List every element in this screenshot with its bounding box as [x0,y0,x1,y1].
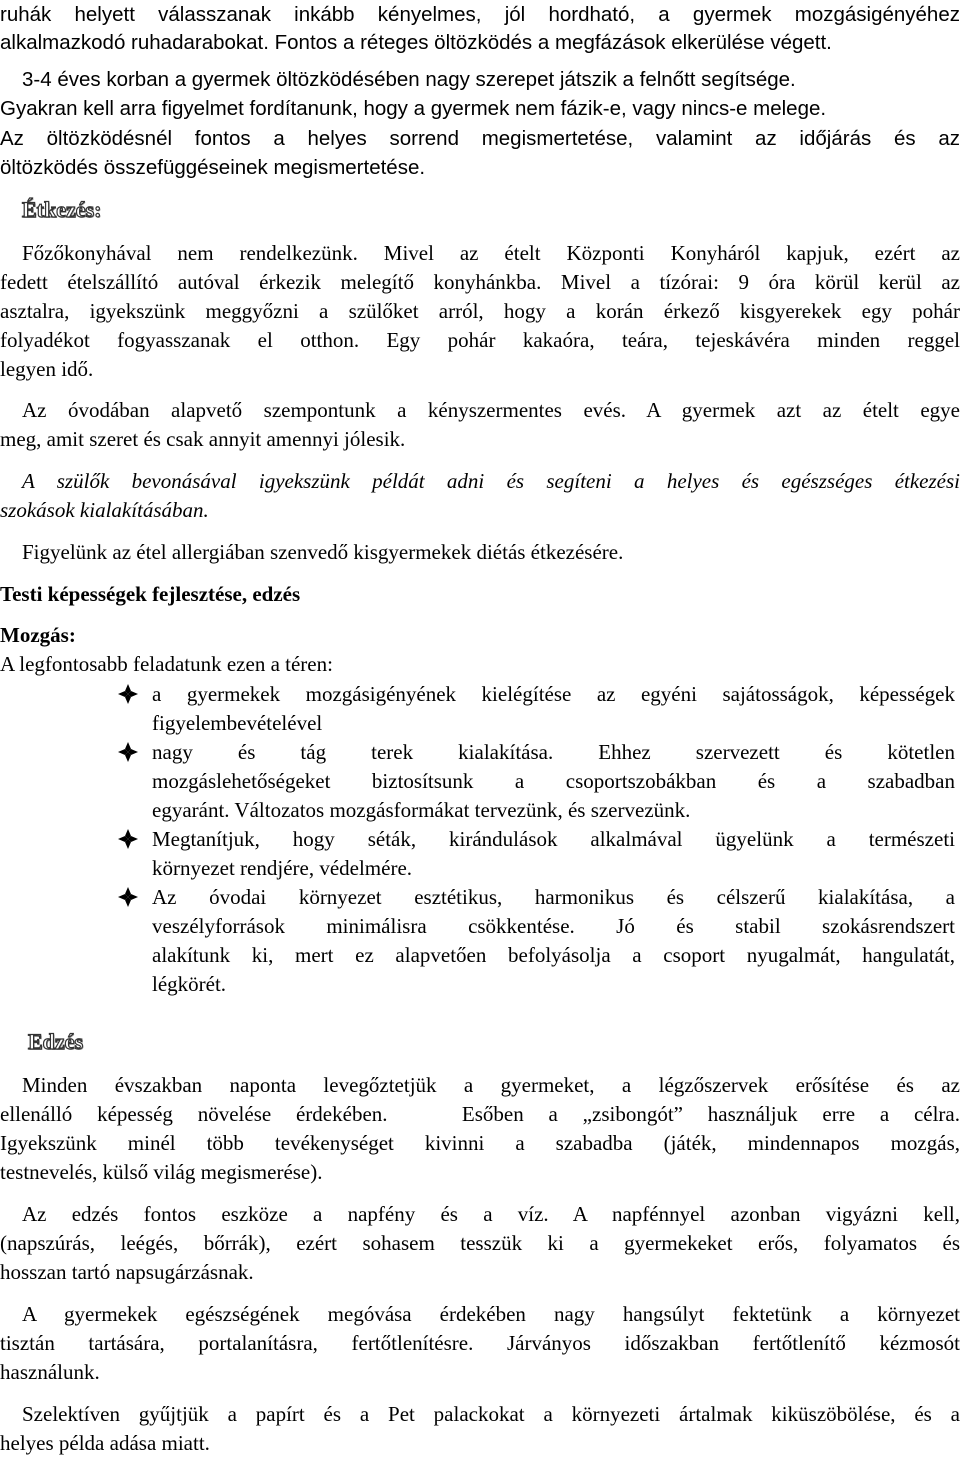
diamond-bullet-icon [117,683,139,705]
list-item-line: Megtanítjuk, hogy séták, kirándulások alkalmával ügyelünk a természeti [152,827,955,851]
text-line: 3-4 éves korban a gyermek öltözködésében nagy szerepet játszik a felnőtt segítsége. [22,68,796,91]
list-item-line: mozgáslehetőségeket biztosítsunk a csoportszobákban és a szabadban [152,769,955,793]
text-line: legyen idő. [0,357,94,381]
text-line: meg, amit szeret és csak annyit amennyi jólesik. [0,427,406,451]
text-line: fedett ételszállító autóval érkezik melegítő konyhánkba. Mivel a tízórai: 9 óra körül kerül az [0,270,960,294]
text-line: A szülők bevonásával igyekszünk példát adni és segíteni a helyes és egészséges étkezési [22,469,960,493]
text-line: Figyelünk az étel allergiában szenvedő kisgyermekek diétás étkezésére. [22,540,624,564]
text-line: tisztán tartására, portalanításra, fertőtlenítésre. Járványos időszakban fertőtlenítő kézmosót [0,1331,960,1355]
text-line: Igyekszünk minél több tevékenységet kivinni a szabadba (játék, mindennapos mozgás, [0,1131,960,1155]
text-line: Főzőkonyhával nem rendelkezünk. Mivel az ételt Központi Konyháról kapjuk, ezért az [22,241,960,265]
text-line: Gyakran kell arra figyelmet fordítanunk, hogy a gyermek nem fázik-e, vagy nincs-e melege. [0,97,827,120]
list-item-line: Az óvodai környezet esztétikus, harmonikus és célszerű kialakítása, a [152,885,955,909]
list-item-line: a gyermekek mozgásigényének kielégítése az egyéni sajátosságok, képességek [152,682,955,706]
list-item-line: környezet rendjére, védelmére. [152,856,413,880]
text-line: (napszúrás, leégés, bőrrák), ezért sohasem tesszük ki a gyermekeket erős, folyamatos és [0,1231,960,1255]
section-heading-etkezes: Étkezés: [22,197,102,222]
text-line: folyadékot fogyasszanak el otthon. Egy pohár kakaóra, teára, tejeskávéra minden reggel [0,328,960,352]
list-item-line: légkörét. [152,972,227,996]
section-heading-testi: Testi képességek fejlesztése, edzés [0,582,301,606]
text-line: A gyermekek egészségének megóvása érdekében nagy hangsúlyt fektetünk a környezet [22,1302,960,1326]
text-line: testnevelés, külső világ megismerése). [0,1160,323,1184]
text-line: asztalra, igyekszünk meggyőzni a szülőket arról, hogy a korán érkező kisgyerekek egy pohár [0,299,960,323]
list-item-line: figyelembevételével [152,711,323,735]
diamond-bullet-icon [117,886,139,908]
diamond-bullet-icon [117,741,139,763]
text-line: használunk. [0,1360,100,1384]
subheading-mozgas: Mozgás: [0,623,76,647]
text-line: szokások kialakításában. [0,498,209,522]
text-line: Szelektíven gyűjtjük a papírt és a Pet palackokat a környezeti ártalmak kiküszöbölése, és a [22,1402,960,1426]
list-item-line: veszélyforrások minimálisra csökkentése. Jó és stabil szokásrendszert [152,914,955,938]
text-line: ellenálló képesség növelése érdekében. Esőben a „zsibongót” használjuk erre a célra. [0,1102,960,1126]
text-line: helyes példa adása miatt. [0,1431,210,1455]
text-line: Az edzés fontos eszköze a napfény és a víz. A napfénnyel azonban vigyázni kell, [22,1202,960,1226]
text-line: A legfontosabb feladatunk ezen a téren: [0,652,333,676]
diamond-bullet-icon [117,828,139,850]
list-item-line: nagy és tág terek kialakítása. Ehhez szervezett és kötetlen [152,740,955,764]
section-heading-edzes: Edzés [28,1029,83,1054]
text-line: hosszan tartó napsugárzásnak. [0,1260,254,1284]
text-line: Az öltözködésnél fontos a helyes sorrend megismertetése, valamint az időjárás és az [0,127,960,150]
text-line: alkalmazkodó ruhadarabokat. Fontos a réteges öltözködés a megfázások elkerülése végett. [0,31,832,54]
text-line: Az óvodában alapvető szempontunk a kényszermentes evés. A gyermek azt az ételt egye [22,398,960,422]
text-line: Minden évszakban naponta levegőztetjük a gyermeket, a légzőszervek erősítése és az [22,1073,960,1097]
list-item-line: egyaránt. Változatos mozgásformákat tervezünk, és szervezünk. [152,798,691,822]
text-line: ruhák helyett válasszanak inkább kényelmes, jól hordható, a gyermek mozgásigényéhez [0,3,960,26]
list-item-line: alakítunk ki, mert ez alapvetően befolyásolja a csoport nyugalmát, hangulatát, [152,943,955,967]
text-line: öltözködés összefüggéseinek megismertetése. [0,156,426,179]
